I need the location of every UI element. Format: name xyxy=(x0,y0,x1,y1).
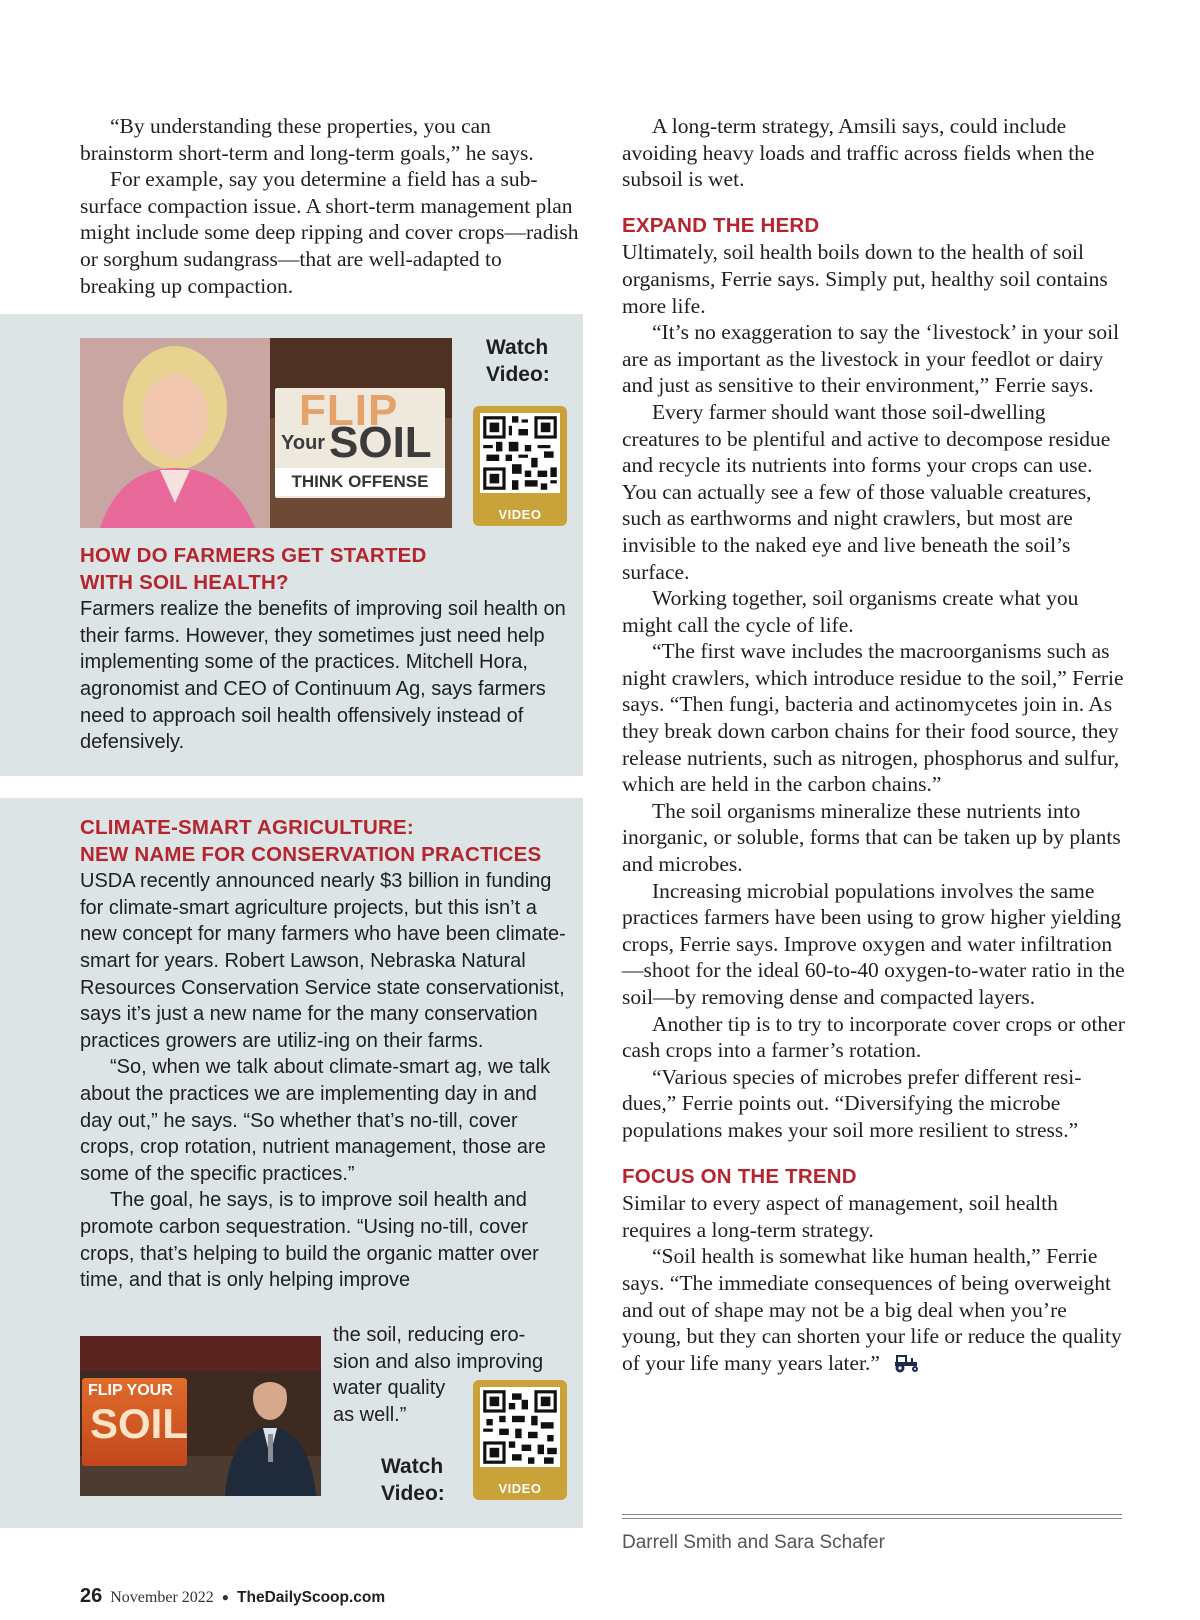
qr-code-card-2[interactable] xyxy=(473,1380,567,1500)
herd-paragraph-7: Increasing microbial populations involves the same practices farmers have been using to grow higher yielding crops, Ferrie says. Improve oxygen and water infiltration—shoot for the ideal 60-to-40 oxygen-to-water ratio in the soil—by removing dense and compacted layers. xyxy=(622,878,1125,1009)
herd-paragraph-8: Another tip is to try to incorporate cover crops or other cash crops into a farmer’s rotation. xyxy=(622,1011,1125,1063)
video-thumbnail-flip-your-soil[interactable] xyxy=(80,338,452,528)
article-byline: Darrell Smith and Sara Schafer xyxy=(622,1532,885,1553)
video-thumbnail-flip-your-soil-2[interactable] xyxy=(80,1336,321,1496)
sidebar-2-heading-line-2: NEW NAME FOR CONSERVATION PRACTICES xyxy=(80,842,542,866)
left-column-intro xyxy=(80,113,580,299)
title-think-offense: THINK OFFENSE xyxy=(275,468,445,496)
qr-video-label-1: VIDEO xyxy=(498,507,542,522)
title-your: Your xyxy=(281,432,326,454)
trend-paragraph-2-text: “Soil health is somewhat like human health,” Ferrie says. “The immediate consequences of being overweight and out of shape may not be a big deal when you’re young, but they can shorten your life or reduce the quality of your life many years later.” xyxy=(622,1244,1122,1375)
folio-bullet: ● xyxy=(221,1590,230,1604)
sidebar-2-heading-line-1: CLIMATE-SMART AGRICULTURE: xyxy=(80,816,414,839)
watch-label-2-line-1: Watch xyxy=(381,1455,444,1478)
herd-paragraph-5: “The first wave includes the macroorganisms such as night crawlers, which introduce residue to the soil,” Ferrie says. “Then fungi, bacteria and actinomycetes join in. As they break down carbon chains for their food source, they release nutrients, such as nitrogen, phosphorus and sulfur, which are held in the carbon chains.” xyxy=(622,639,1124,797)
wrap-line-2: sion and also improving xyxy=(333,1350,544,1373)
sidebar-1-text xyxy=(80,543,570,756)
qr-pattern xyxy=(480,413,560,493)
herd-paragraph-6: The soil organisms mineralize these nutrients into inorganic, or soluble, forms that can be taken up by plants and microbes. xyxy=(622,798,1121,877)
qr-pattern-2 xyxy=(480,1387,560,1467)
wrap-line-1: the soil, reducing ero- xyxy=(333,1324,526,1346)
title-soil: SOIL xyxy=(329,418,432,467)
qr-code-card-1[interactable] xyxy=(473,406,567,526)
tractor-icon xyxy=(891,1353,923,1373)
site-link[interactable]: TheDailyScoop.com xyxy=(237,1589,386,1606)
right-column xyxy=(622,113,1127,1376)
watch-video-label-2 xyxy=(381,1453,445,1507)
qr-code-icon xyxy=(480,413,560,493)
herd-paragraph-4: Working together, soil organisms create what you might call the cycle of life. xyxy=(622,586,1079,637)
sidebar-1-heading-line-2: WITH SOIL HEALTH? xyxy=(80,570,289,594)
sidebar-2-paragraph-3: The goal, he says, is to improve soil health and promote carbon sequestration. “Using no-till, cover crops, that’s helping to build the organic matter over time, and that is only helping improve xyxy=(80,1189,539,1292)
herd-paragraph-2: “It’s no exaggeration to say the ‘livestock’ in your soil are as important as the livestock in your feedlot or dairy and just as sensitive to their environment,” Ferrie says. xyxy=(622,320,1120,398)
qr-code-icon xyxy=(480,1387,560,1467)
flip-your-soil-title-card xyxy=(275,388,445,498)
sidebar-1-body: Farmers realize the benefits of improving soil health on their farms. However, they sometimes just need help implementing some of the practices. Mitchell Hora, agronomist and CEO of Continuum Ag, says farmers need to approach soil health offensively instead of defensively. xyxy=(80,598,566,754)
sidebar-2-text xyxy=(80,815,570,1294)
sidebar-1-heading-line-1: HOW DO FARMERS GET STARTED xyxy=(80,544,427,567)
page-number: 26 xyxy=(80,1585,103,1607)
herd-paragraph-1: Ultimately, soil health boils down to the health of soil organisms, Ferrie says. Simply put, healthy soil contains more life. xyxy=(622,240,1108,318)
byline-rule-bottom xyxy=(622,1518,1122,1519)
intro-paragraph-1: “By understanding these properties, you can brainstorm short-term and long-term goals,” he says. xyxy=(80,114,534,165)
section-heading-focus-on-the-trend: FOCUS ON THE TREND xyxy=(622,1164,857,1188)
byline-rule-top xyxy=(622,1514,1122,1515)
issue-date: November 2022 xyxy=(110,1589,214,1606)
watch-label-line-1: Watch xyxy=(486,336,549,359)
wrap-line-4: as well.” xyxy=(333,1403,407,1426)
sign-line-2: SOIL xyxy=(90,1400,189,1447)
herd-paragraph-9: “Various species of microbes prefer different resi-dues,” Ferrie points out. “Diversifying the microbe populations makes your soil more resilient to stress.” xyxy=(622,1064,1082,1142)
sidebar-1-heading xyxy=(80,543,570,596)
watch-label-line-2: Video: xyxy=(486,363,550,386)
intro-paragraph-2: For example, say you determine a field has a sub-surface compaction issue. A short-term management plan might include some deep ripping and cover crops—radish or sorghum sudangrass—that are well-adapted to breaking up compaction. xyxy=(80,167,579,298)
sidebar-2-paragraph-2: “So, when we talk about climate-smart ag, we talk about the practices we are implementing day in and day out,” he says. “So whether that’s no-till, cover crops, crop rotation, nutrient management, those are some of the specific practices.” xyxy=(80,1056,551,1185)
trend-paragraph-1: Similar to every aspect of management, soil health requires a long-term strategy. xyxy=(622,1191,1058,1242)
qr-video-label-2: VIDEO xyxy=(498,1481,542,1496)
wrap-line-3: water quality xyxy=(333,1377,446,1400)
herd-paragraph-3: Every farmer should want those soil-dwelling creatures to be plentiful and active to decompose residue and recycle its nutrients into forms your crops can use. You can actually see a few of those valuable creatures, such as earthworms and night crawlers, but most are invisible to the naked eye and live beneath the soil’s surface. xyxy=(622,399,1111,584)
title-flip: FLIP xyxy=(299,386,399,435)
trend-paragraph-2 xyxy=(622,1243,1127,1376)
sidebar-2-paragraph-1: USDA recently announced nearly $3 billion in funding for climate-smart agriculture projects, but this isn’t a new concept for many farmers who have been climate-smart for years. Robert Lawson, Nebraska Natural Resources Conservation Service state conservationist, says it’s just a new name for the many conservation practices growers are utiliz-ing on their farms. xyxy=(80,870,566,1052)
sidebar-2-heading xyxy=(80,815,570,868)
flip-your-soil-sign xyxy=(82,1378,187,1466)
watch-video-label-1 xyxy=(486,334,550,388)
sign-line-1: FLIP YOUR xyxy=(88,1382,173,1399)
page-folio xyxy=(80,1585,385,1608)
watch-label-2-line-2: Video: xyxy=(381,1482,445,1505)
section-heading-expand-the-herd: EXPAND THE HERD xyxy=(622,213,820,237)
right-paragraph-0: A long-term strategy, Amsili says, could include avoiding heavy loads and traffic across fields when the subsoil is wet. xyxy=(622,114,1095,192)
